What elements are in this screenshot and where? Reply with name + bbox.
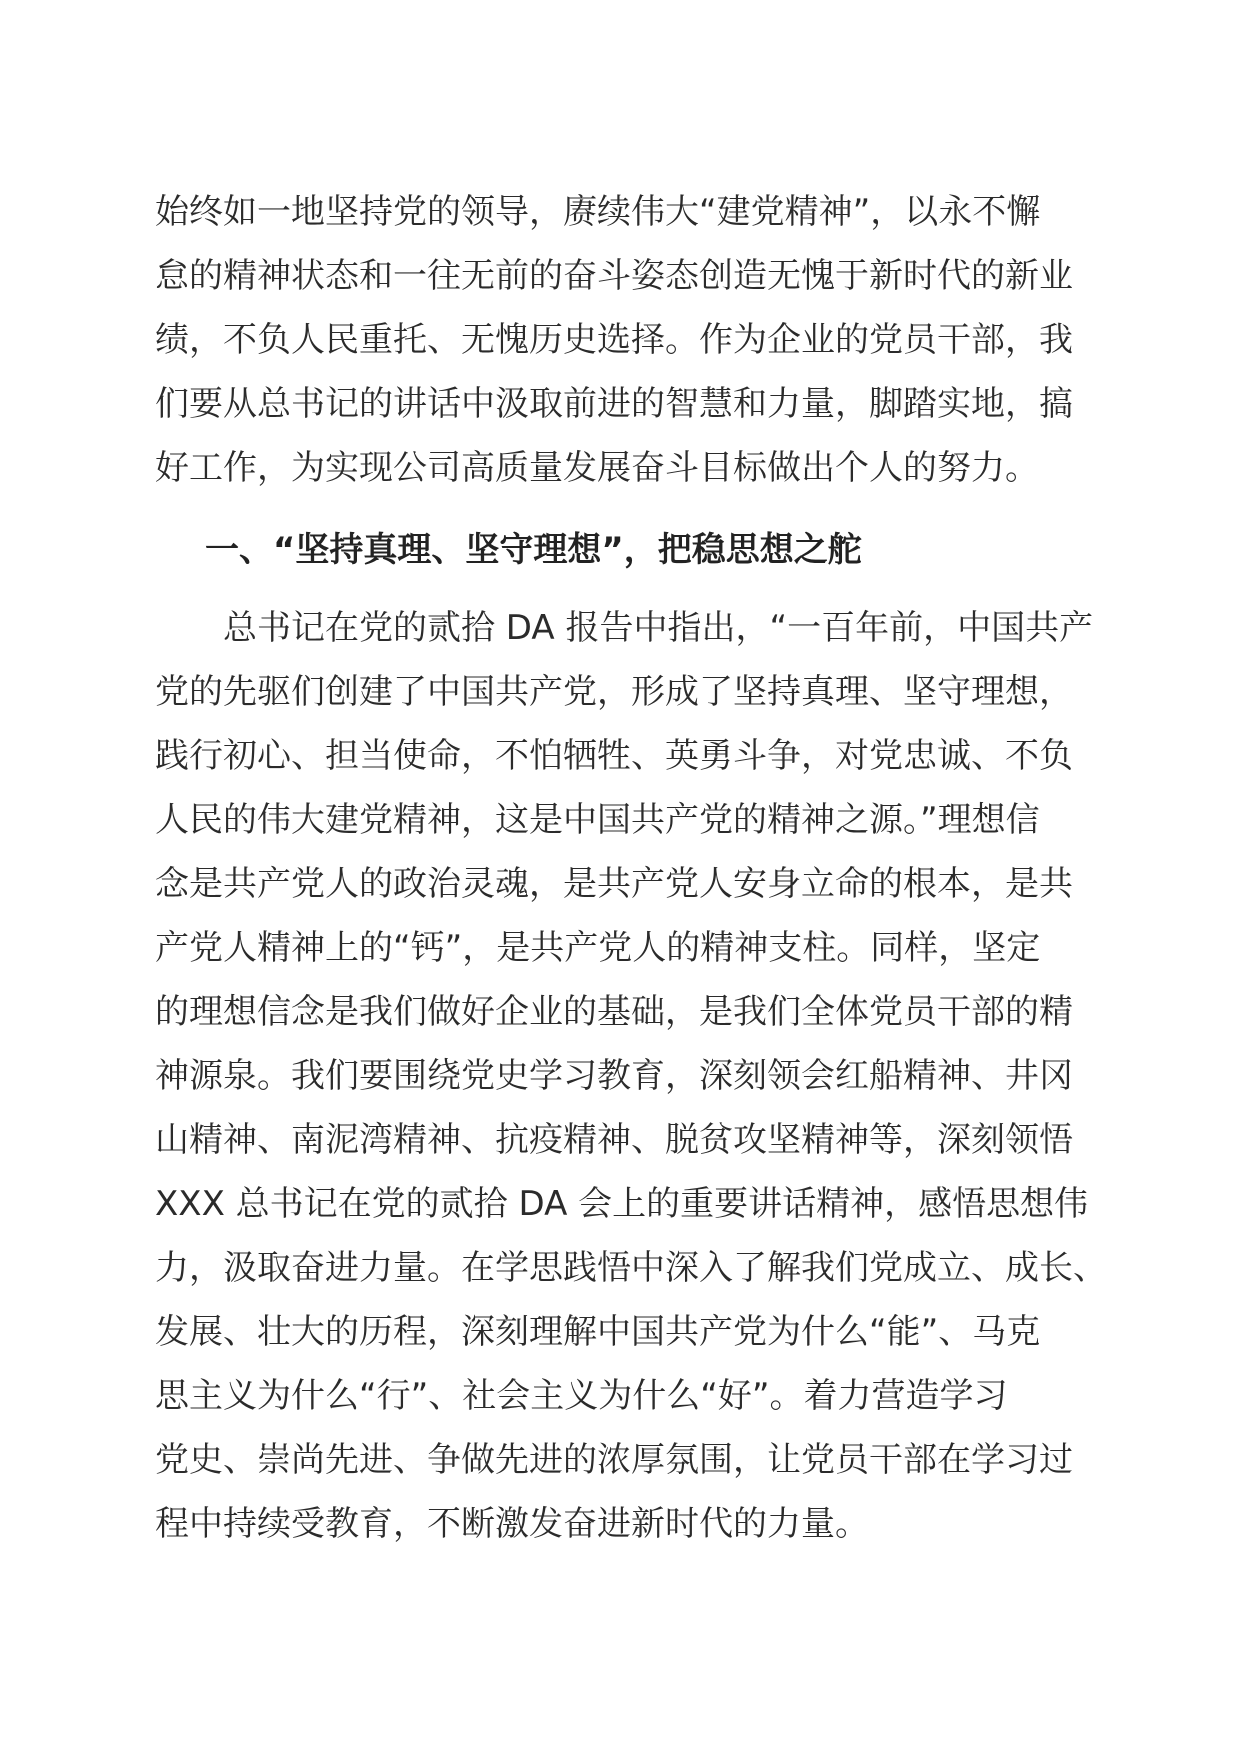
text-line: 山精神、南泥湾精神、抗疫精神、脱贫攻坚精神等，深刻领悟 — [155, 1120, 1073, 1160]
text-line: 党史、崇尚先进、争做先进的浓厚氛围，让党员干部在学习过 — [155, 1440, 1073, 1480]
section-heading: 一、“坚持真理、坚守理想”，把稳思想之舵 — [205, 530, 862, 570]
text-line: 绩，不负人民重托、无愧历史选择。作为企业的党员干部，我 — [155, 320, 1073, 360]
text-line: 始终如一地坚持党的领导，赓续伟大“建党精神”，以永不懈 — [155, 192, 1041, 232]
text-line: 人民的伟大建党精神，这是中国共产党的精神之源。”理想信 — [155, 800, 1040, 840]
text-line: 产党人精神上的“钙”，是共产党人的精神支柱。同样，坚定 — [155, 928, 1041, 968]
text-line: 力，汲取奋进力量。在学思践悟中深入了解我们党成立、成长、 — [155, 1248, 1107, 1288]
section-paragraph — [155, 596, 1107, 1556]
text-line: 践行初心、担当使命，不怕牺牲、英勇斗争，对党忠诚、不负 — [155, 736, 1073, 776]
text-line: 神源泉。我们要围绕党史学习教育，深刻领会红船精神、井冈 — [155, 1056, 1073, 1096]
text-line: 的理想信念是我们做好企业的基础，是我们全体党员干部的精 — [155, 992, 1073, 1032]
text-line: 念是共产党人的政治灵魂，是共产党人安身立命的根本，是共 — [155, 864, 1073, 904]
text-line: 好工作，为实现公司高质量发展奋斗目标做出个人的努力。 — [155, 448, 1039, 488]
text-line: 思主义为什么“行”、社会主义为什么“好”。着力营造学习 — [155, 1376, 1008, 1416]
text-line: 怠的精神状态和一往无前的奋斗姿态创造无愧于新时代的新业 — [155, 256, 1073, 296]
text-line: 总书记在党的贰拾 DA 报告中指出，“一百年前，中国共产 — [155, 608, 1094, 648]
text-line: 党的先驱们创建了中国共产党，形成了坚持真理、坚守理想， — [155, 672, 1073, 712]
text-line: XXX 总书记在党的贰拾 DA 会上的重要讲话精神，感悟思想伟 — [155, 1184, 1089, 1224]
text-line: 们要从总书记的讲话中汲取前进的智慧和力量，脚踏实地，搞 — [155, 384, 1073, 424]
text-line: 发展、壮大的历程，深刻理解中国共产党为什么“能”、马克 — [155, 1312, 1041, 1352]
document-body — [155, 180, 1107, 1556]
intro-paragraph — [155, 180, 1085, 500]
text-line: 程中持续受教育，不断激发奋进新时代的力量。 — [155, 1504, 869, 1544]
